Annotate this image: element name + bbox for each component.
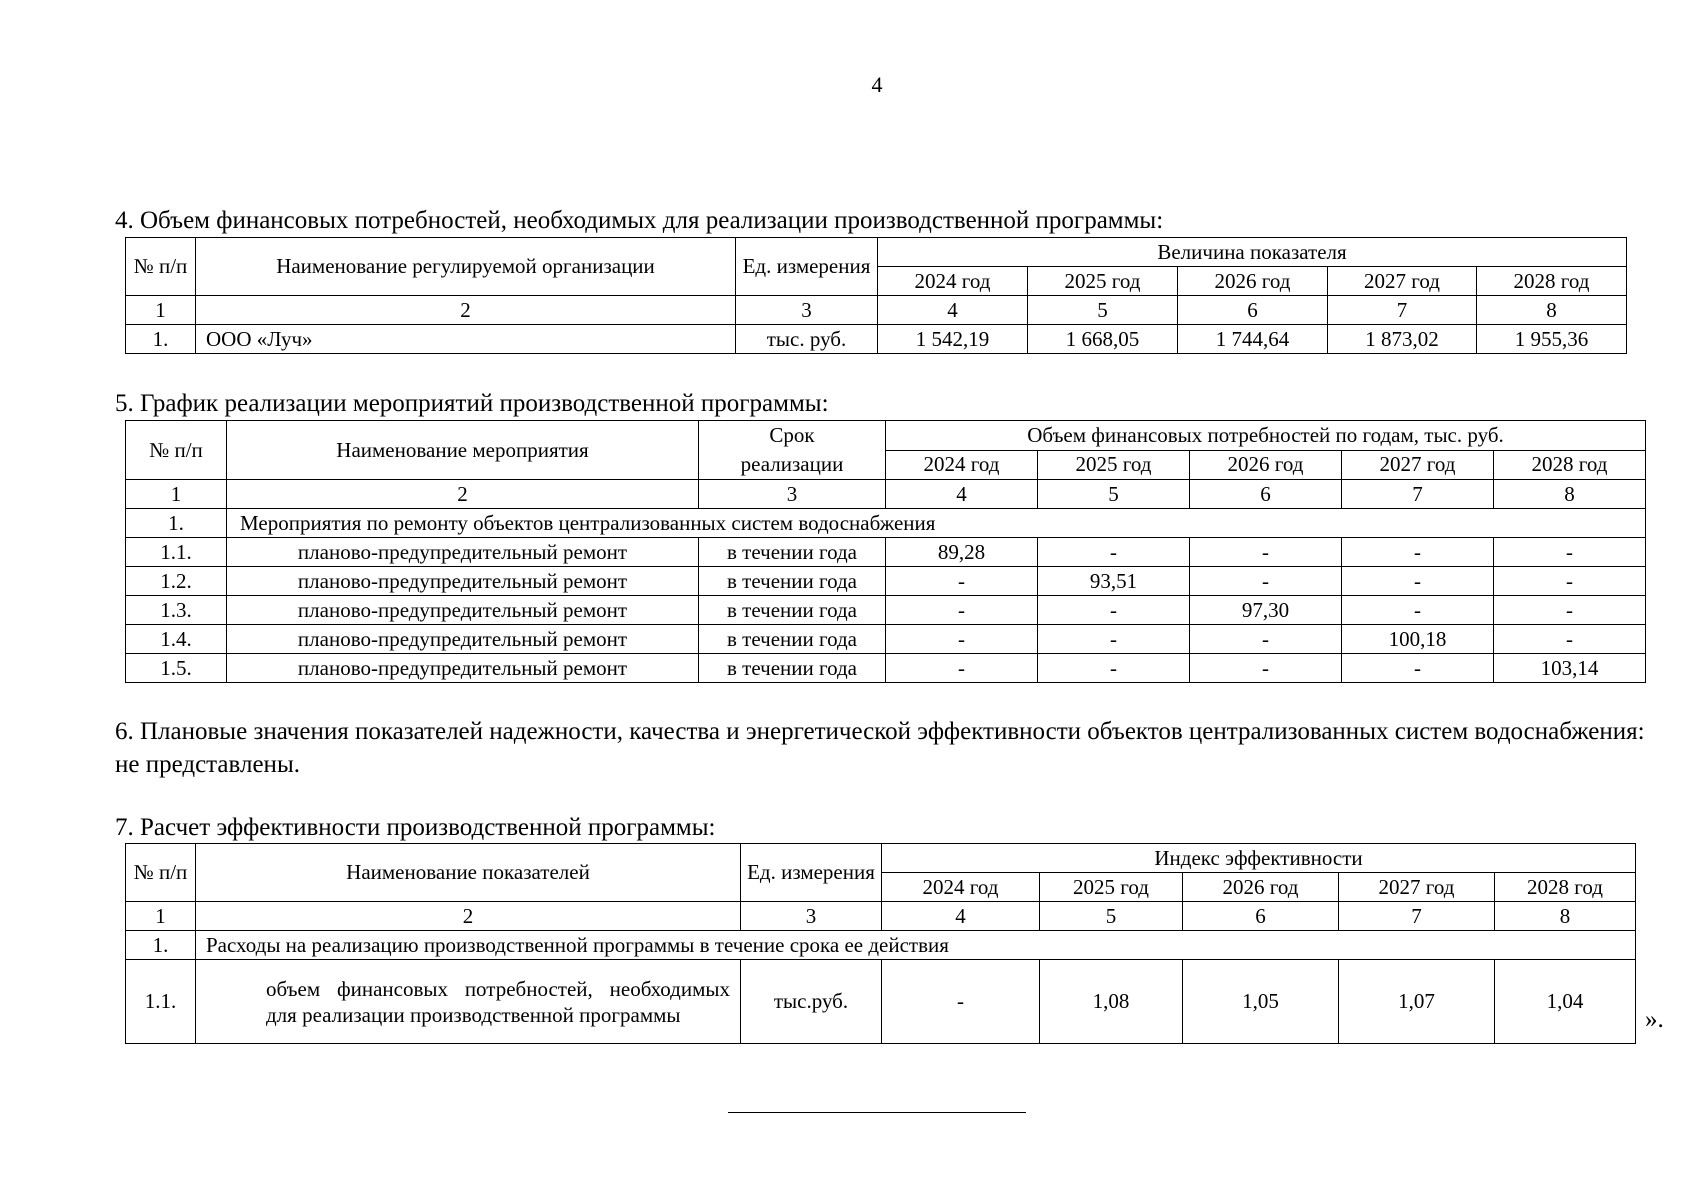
column-number: 7 [1339, 902, 1495, 931]
header-year: 2027 год [1342, 450, 1494, 480]
column-number: 2 [196, 902, 741, 931]
column-number: 7 [1328, 296, 1477, 325]
column-number: 6 [1190, 480, 1342, 509]
value-cell: 89,28 [886, 538, 1038, 567]
header-year: 2024 год [882, 873, 1040, 902]
value-cell: - [886, 625, 1038, 654]
column-number: 1 [126, 296, 196, 325]
header-year: 2025 год [1028, 267, 1178, 296]
header-year: 2025 год [1040, 873, 1183, 902]
header-year: 2027 год [1328, 267, 1477, 296]
value-cell: 1,05 [1183, 960, 1339, 1044]
row-num: 1.1. [126, 538, 227, 567]
column-number: 4 [886, 480, 1038, 509]
header-year: 2024 год [886, 450, 1038, 480]
value-cell: - [1190, 625, 1342, 654]
value-cell: 93,51 [1038, 567, 1190, 596]
row-num: 1.1. [126, 960, 196, 1044]
header-efficiency-index: Индекс эффективности [882, 844, 1636, 873]
group-row [126, 931, 1636, 960]
value-cell: - [1342, 538, 1494, 567]
event-term: в течении года [699, 567, 886, 596]
column-number: 1 [126, 480, 227, 509]
column-number: 3 [736, 296, 878, 325]
column-number: 2 [196, 296, 736, 325]
row-num: 1. [126, 325, 196, 354]
header-unit: Ед. измерения [736, 238, 878, 296]
header-year: 2025 год [1038, 450, 1190, 480]
column-number: 2 [227, 480, 699, 509]
closing-divider [728, 1112, 1026, 1113]
column-number: 6 [1178, 296, 1328, 325]
value-cell: 100,18 [1342, 625, 1494, 654]
value-cell: 103,14 [1494, 654, 1646, 683]
column-number: 4 [882, 902, 1040, 931]
event-term: в течении года [699, 596, 886, 625]
column-number: 5 [1040, 902, 1183, 931]
value-cell: - [1190, 538, 1342, 567]
header-year: 2027 год [1339, 873, 1495, 902]
value-cell: - [1342, 654, 1494, 683]
value-cell: - [1190, 654, 1342, 683]
value-cell: 1 668,05 [1028, 325, 1178, 354]
section-7-title: 7. Расчет эффективности производственной программы: [115, 814, 716, 841]
header-num: № п/п [126, 238, 196, 296]
value-cell: - [1038, 654, 1190, 683]
value-cell: - [1494, 625, 1646, 654]
column-number: 8 [1494, 480, 1646, 509]
column-number: 8 [1495, 902, 1636, 931]
value-cell: 1 873,02 [1328, 325, 1477, 354]
column-number: 5 [1038, 480, 1190, 509]
header-year: 2024 год [878, 267, 1028, 296]
event-name: планово-предупредительный ремонт [227, 567, 699, 596]
value-cell: - [886, 596, 1038, 625]
value-cell: - [1342, 567, 1494, 596]
header-year: 2028 год [1494, 450, 1646, 480]
header-year: 2026 год [1178, 267, 1328, 296]
event-term: в течении года [699, 625, 886, 654]
header-indicator-name: Наименование показателей [196, 844, 741, 902]
event-term: в течении года [699, 654, 886, 683]
row-num: 1.3. [126, 596, 227, 625]
value-cell: 97,30 [1190, 596, 1342, 625]
value-cell: - [886, 654, 1038, 683]
header-event-name: Наименование мероприятия [227, 421, 699, 480]
row-unit: тыс. руб. [736, 325, 878, 354]
table-row [126, 960, 1636, 1044]
row-unit: тыс.руб. [741, 960, 882, 1044]
value-cell: - [1190, 567, 1342, 596]
value-cell: - [886, 567, 1038, 596]
group-row [126, 509, 1646, 538]
header-num: № п/п [126, 421, 227, 480]
value-cell: 1 955,36 [1477, 325, 1627, 354]
row-num: 1. [126, 509, 227, 538]
financial-needs-table [125, 237, 1627, 354]
table-row [126, 325, 1627, 354]
event-name: планово-предупредительный ремонт [227, 538, 699, 567]
value-cell: - [1494, 538, 1646, 567]
indicator-name: объем финансовых потребностей, необходимых для реализации производственной программы [196, 960, 741, 1044]
header-indicator-value: Величина показателя [878, 238, 1627, 267]
table-row [126, 567, 1646, 596]
value-cell: - [1494, 596, 1646, 625]
closing-quote: ». [1645, 1006, 1664, 1033]
group-title: Мероприятия по ремонту объектов централизованных систем водоснабжения [227, 509, 1646, 538]
table-row [126, 654, 1646, 683]
value-cell: 1,07 [1339, 960, 1495, 1044]
event-name: планово-предупредительный ремонт [227, 625, 699, 654]
section-6-text: 6. Плановые значения показателей надежности, качества и энергетической эффективности объектов централизованных систем водоснабжения: не представлены. [115, 718, 1645, 778]
event-name: планово-предупредительный ремонт [227, 596, 699, 625]
value-cell: 1,04 [1495, 960, 1636, 1044]
column-number: 1 [126, 902, 196, 931]
section-5-title: 5. График реализации мероприятий производственной программы: [115, 390, 829, 417]
efficiency-table [125, 843, 1636, 1044]
section-4-title: 4. Объем финансовых потребностей, необходимых для реализации производственной программы: [115, 207, 1164, 234]
header-year: 2026 год [1190, 450, 1342, 480]
event-name: планово-предупредительный ремонт [227, 654, 699, 683]
table-row [126, 538, 1646, 567]
value-cell: - [1038, 538, 1190, 567]
column-number: 3 [699, 480, 886, 509]
header-year: 2026 год [1183, 873, 1339, 902]
group-title: Расходы на реализацию производственной программы в течение срока ее действия [196, 931, 1636, 960]
value-cell: - [882, 960, 1040, 1044]
column-number: 4 [878, 296, 1028, 325]
value-cell: - [1342, 596, 1494, 625]
value-cell: - [1038, 596, 1190, 625]
row-num: 1. [126, 931, 196, 960]
table-row [126, 596, 1646, 625]
column-number: 8 [1477, 296, 1627, 325]
event-term: в течении года [699, 538, 886, 567]
page-number: 4 [871, 72, 883, 97]
value-cell: 1 542,19 [878, 325, 1028, 354]
header-year: 2028 год [1495, 873, 1636, 902]
header-year: 2028 год [1477, 267, 1627, 296]
value-cell: 1,08 [1040, 960, 1183, 1044]
column-number: 5 [1028, 296, 1178, 325]
column-number: 6 [1183, 902, 1339, 931]
header-num: № п/п [126, 844, 196, 902]
column-number: 3 [741, 902, 882, 931]
column-number: 7 [1342, 480, 1494, 509]
header-financial-volume: Объем финансовых потребностей по годам, тыс. руб. [886, 421, 1646, 451]
row-num: 1.4. [126, 625, 227, 654]
value-cell: 1 744,64 [1178, 325, 1328, 354]
value-cell: - [1494, 567, 1646, 596]
value-cell: - [1038, 625, 1190, 654]
schedule-table [125, 420, 1646, 683]
header-unit: Ед. измерения [741, 844, 882, 902]
table-row [126, 625, 1646, 654]
org-name: ООО «Луч» [196, 325, 736, 354]
header-term: Срок реализации [699, 421, 886, 480]
row-num: 1.5. [126, 654, 227, 683]
header-org-name: Наименование регулируемой организации [196, 238, 736, 296]
row-num: 1.2. [126, 567, 227, 596]
